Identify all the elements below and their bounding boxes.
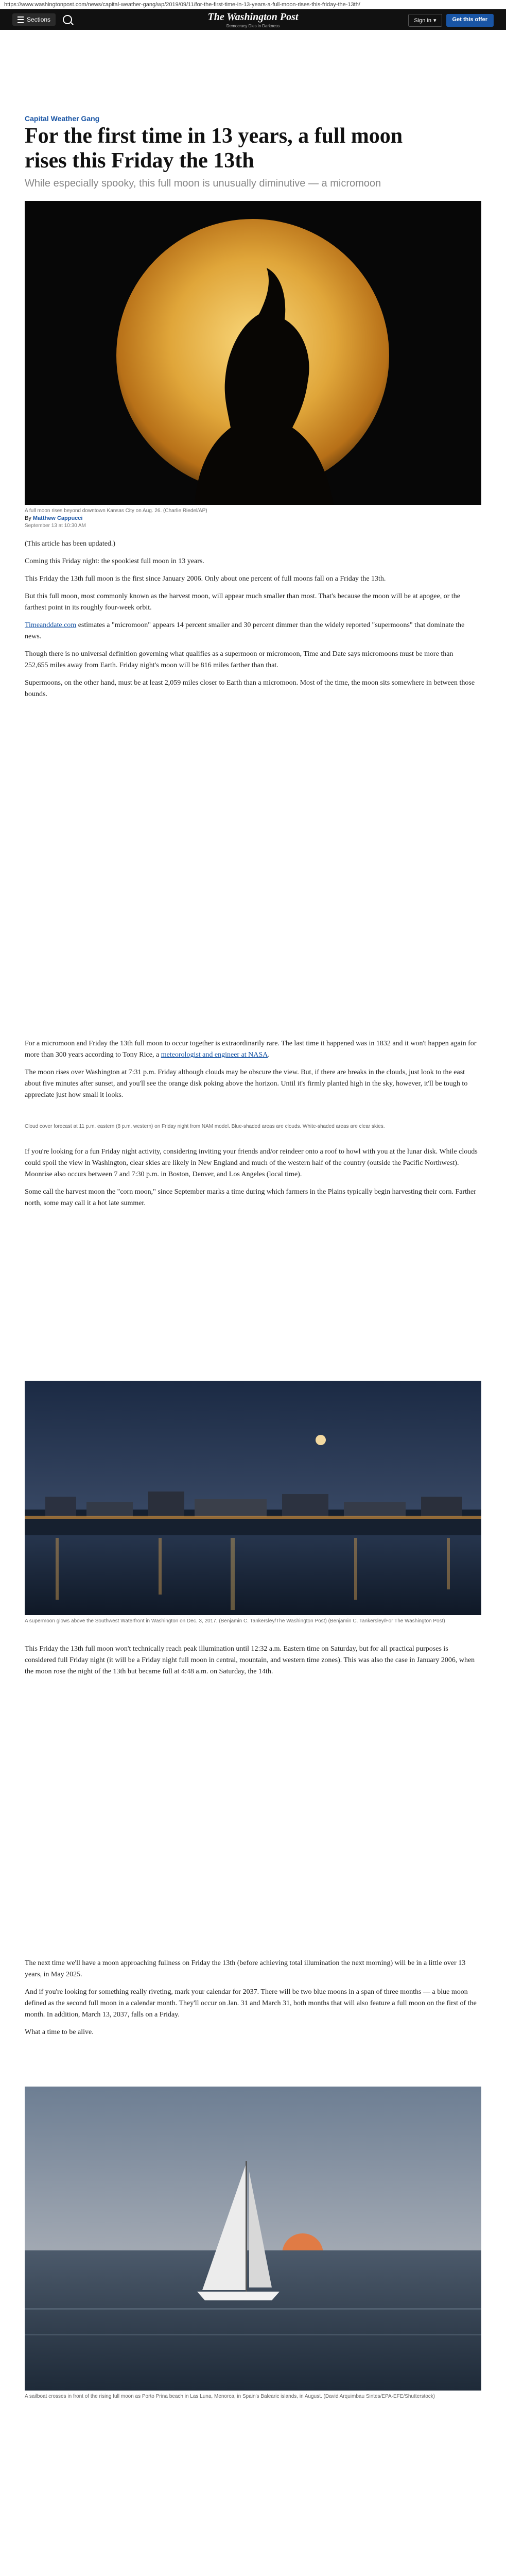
sign-in-label: Sign in <box>414 17 432 24</box>
paragraph: What a time to be alive. <box>25 2028 94 2036</box>
sign-in-button[interactable] <box>408 14 442 27</box>
top-nav-bar <box>0 9 506 30</box>
map-caption: Cloud cover forecast at 11 p.m. eastern (8 p.m. western) on Friday night from NAM model. Blue-shaded areas are clouds. White-shaded areas are clear skies. <box>25 1124 385 1129</box>
paragraph: Supermoons, on the other hand, must be at least 2,059 miles closer to Earth than a micromoon. Most of the time, the moon sits somewhere in between those bounds. <box>25 679 475 698</box>
article-body-section-4 <box>25 1643 478 1684</box>
paragraph-text: For a micromoon and Friday the 13th full moon to occur together is extraordinarily rare. The last time it happened was in 1832 and it won't happen again for more than 300 years according to Tony Rice, a <box>25 1040 477 1059</box>
sections-label: Sections <box>27 16 51 23</box>
article-body-section-3 <box>25 1146 478 1215</box>
hero-image <box>25 201 481 505</box>
nasa-link[interactable]: meteorologist and engineer at NASA <box>161 1051 268 1059</box>
get-offer-button[interactable]: Get this offer <box>446 14 494 27</box>
paragraph <box>25 1038 478 1061</box>
article-body-section-5 <box>25 1958 478 2044</box>
sailboat-caption: A sailboat crosses in front of the rising full moon as Porto Prina beach in Las Luna, Menorca, in Spain's Balearic islands, in August. (David Arquimbau Sintes/EPA-EFE/Shutterstock) <box>25 2394 435 2399</box>
paragraph: If you're looking for a fun Friday night activity, considering inviting your friends and/or reindeer onto a roof to howl with you at the lunar disk. While clouds could spoil the view in Washington, clear skies are likely in New England and much of the western half of the country (outside the Pacific Northwest). Moonrise also occurs between 7 and 7:30 p.m. in Boston, Denver, and Los Angeles (local time). <box>25 1148 478 1178</box>
article-subhead: While especially spooky, this full moon is unusually diminutive — a micromoon <box>25 178 381 189</box>
paragraph <box>25 620 478 642</box>
timeanddate-link[interactable]: Timeanddate.com <box>25 621 77 629</box>
hero-caption: A full moon rises beyond downtown Kansas City on Aug. 26. (Charlie Riedel/AP) <box>25 508 207 514</box>
paragraph: Though there is no universal definition governing what qualifies as a supermoon or micromoon, Time and Date says micromoons must be more than 252,655 miles away from Earth. Friday night's moon will be 816 miles farther than that. <box>25 650 453 669</box>
article-body-section-1 <box>25 538 478 706</box>
paragraph: (This article has been updated.) <box>25 540 116 548</box>
paragraph-text: . <box>268 1051 270 1059</box>
paragraph: Some call the harvest moon the "corn moon," since September marks a time during which farmers in the Plains typically begin harvesting their corn. Farther north, some may call it a hot late summer. <box>25 1188 476 1207</box>
chevron-down-icon: ▾ <box>433 18 437 24</box>
article-headline: For the first time in 13 years, a full moon rises this Friday the 13th <box>25 124 403 173</box>
paragraph: And if you're looking for something really riveting, mark your calendar for 2037. There will be two blue moons in a span of three months — a blue moon defined as the second full moon in a calendar month. They'll occur on Jan. 31 and March 31, both months that will also feature a full moon on the first of the month. In addition, March 13, 2037, falls on a Friday. <box>25 1988 477 2019</box>
city-moon-image <box>25 1381 481 1615</box>
article-body-section-2 <box>25 1038 478 1107</box>
article-kicker[interactable]: Capital Weather Gang <box>25 114 100 123</box>
paragraph: The next time we'll have a moon approaching fullness on Friday the 13th (before achieving total illumination the next morning) will be in a little over 13 years, in May 2025. <box>25 1959 466 1978</box>
paragraph: This Friday the 13th full moon is the first since January 2006. Only about one percent of full moons fall on a Friday the 13th. <box>25 575 386 583</box>
byline-by: By <box>25 515 31 521</box>
paragraph-text: estimates a "micromoon" appears 14 percent smaller and 30 percent dimmer than the widely reported "supermoons" that dominate the news. <box>25 621 465 640</box>
paragraph: The moon rises over Washington at 7:31 p.m. Friday although clouds may be obscure the view. But, if there are breaks in the clouds, just look to the east about five minutes after sunset, and you'll see the orange disk poking above the horizon. Until it's firmly planted high in the sky, however, it'll be tough to appreciate just how small it looks. <box>25 1069 468 1099</box>
author-link[interactable]: Matthew Cappucci <box>32 515 83 521</box>
paragraph: This Friday the 13th full moon won't technically reach peak illumination until 12:32 a.m. Eastern time on Saturday, but for all practical purposes is considered full Friday night (it will be a Friday night full moon in central, mountain, and western time zones). This was also the case in January 2006, when the moon rose the night of the 13th but became full at 4:48 a.m. on Saturday, the 14th. <box>25 1645 475 1675</box>
city-caption: A supermoon glows above the Southwest Waterfront in Washington on Dec. 3, 2017. (Benjamin C. Tankersley/The Washington Post) (Benjamin C. Tankersley/For The Washington Post) <box>25 1618 445 1624</box>
browser-url[interactable]: https://www.washingtonpost.com/news/capital-weather-gang/wp/2019/09/11/for-the-first-time-in-13-years-a-full-moon-rises-this-friday-the-13th/ <box>4 2 360 8</box>
paragraph: But this full moon, most commonly known as the harvest moon, will appear much smaller than most. That's because the moon will be at apogee, or the farthest point in its roughly four-week orbit. <box>25 592 460 612</box>
site-logo[interactable]: The Washington Post <box>207 11 299 23</box>
sailboat-moon-image <box>25 2087 481 2391</box>
site-tagline: Democracy Dies in Darkness <box>226 24 280 28</box>
byline <box>25 515 86 529</box>
publish-date: September 13 at 10:30 AM <box>25 523 86 529</box>
paragraph: Coming this Friday night: the spookiest full moon in 13 years. <box>25 557 204 565</box>
